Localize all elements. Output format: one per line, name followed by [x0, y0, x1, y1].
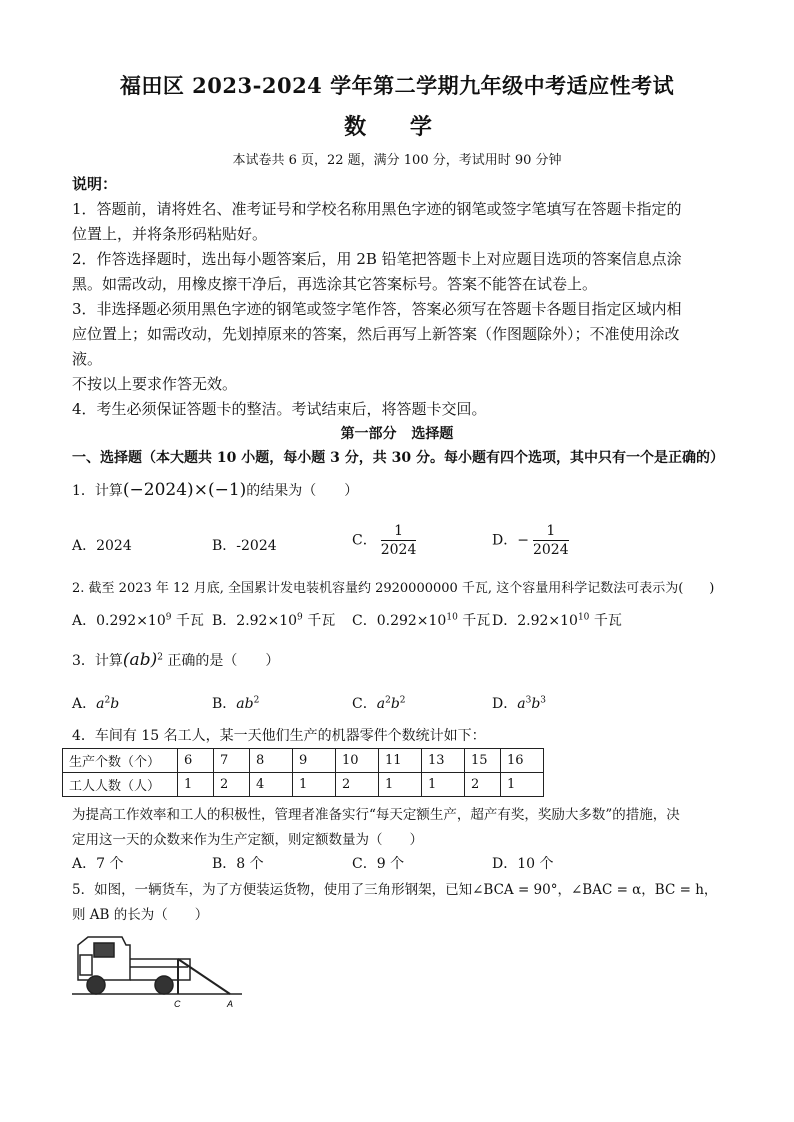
q1-option-b: B．-2024 — [212, 538, 277, 554]
instruction-3-line-3: 液。 — [72, 350, 103, 368]
q3-option-a: A．$a^2b$ — [72, 695, 120, 712]
instructions — [72, 172, 724, 422]
q1-expression: (−2024)×(−1) — [122, 480, 247, 500]
instruction-note: 不按以上要求作答无效。 — [72, 375, 238, 393]
table-cell: 13 — [422, 749, 465, 773]
instruction-4: 4．考生必须保证答题卡的整洁。考试结束后，将答题卡交回。 — [72, 400, 487, 418]
table-cell: 1 — [293, 773, 336, 797]
part-1-title: 第一部分 选择题 — [340, 426, 454, 442]
exam-info: 本试卷共 6 页，22 题，满分 100 分，考试用时 90 分钟 — [232, 153, 562, 168]
question-2-stem: 2. 截至 2023 年 12 月底, 全国累计发电装机容量约 2920000000 千瓦, 这个容量用科学记数法可表示为( ) — [72, 581, 715, 596]
table-row-header: 工人人数（人） — [63, 773, 178, 797]
instruction-1-line-2: 位置上，并将条形码粘贴好。 — [72, 225, 268, 243]
q5-text-line-1: 5．如图，一辆货车，为了方便装运货物，使用了三角形钢架，已知∠BCA = 90°，∠BAC = α，BC = h， — [72, 882, 718, 898]
table-cell: 6 — [178, 749, 214, 773]
q2-option-b: B．$2.92\times 10^9$ 千瓦 — [212, 612, 336, 629]
table-cell: 2 — [465, 773, 501, 797]
instruction-3-line-2: 应位置上；如需改动，先划掉原来的答案，然后再写上新答案（作图题除外）；不准使用涂改 — [72, 325, 680, 343]
q4-option-b: B．8 个 — [212, 856, 264, 872]
question-1-stem: 1．计算(−2024)×(−1)的结果为（ ） — [72, 480, 359, 500]
frame-ramp-ab — [178, 959, 230, 994]
truck-door — [80, 955, 92, 975]
exam-title: 福田区 2023-2024 学年第二学期九年级中考适应性考试 — [119, 73, 675, 98]
table-cell: 1 — [501, 773, 544, 797]
q4-option-d: D．10 个 — [492, 856, 554, 872]
instruction-3-line-1: 3．非选择题必须用黑色字迹的钢笔或签字笔作答，答案必须写在答题卡各题目指定区域内相 — [72, 300, 682, 318]
truck-window — [94, 943, 114, 957]
q3-option-b: B．$ab^2$ — [212, 695, 260, 712]
instruction-2-line-1: 2．作答选择题时，选出每小题答案后，用 2B 铅笔把答题卡上对应题目选项的答案信息点涂 — [72, 250, 682, 268]
q1-option-d: D．− $\frac{1}{2024}$ — [492, 523, 569, 558]
table-cell: 11 — [379, 749, 422, 773]
question-3-stem: 3．计算(ab)$^2$ 正确的是（ ） — [72, 650, 280, 670]
truck-rear-wheel — [155, 976, 173, 994]
table-cell: 7 — [214, 749, 250, 773]
table-cell: 4 — [250, 773, 293, 797]
table-cell: 2 — [214, 773, 250, 797]
table-row-header: 生产个数（个） — [63, 749, 178, 773]
q2-option-c: C．$0.292\times 10^{10}$ 千瓦 — [352, 612, 491, 629]
table-cell: 16 — [501, 749, 544, 773]
instructions-heading: 说明： — [72, 175, 118, 193]
subject-title: 数 学 — [344, 114, 450, 140]
table-cell: 1 — [422, 773, 465, 797]
q1-option-a: A．2024 — [72, 538, 132, 554]
q4-text-line-1: 为提高工作效率和工人的积极性，管理者准备实行“每天定额生产，超产有奖，奖励大多数”的措施，决 — [72, 807, 680, 823]
q2-option-d: D．$2.92\times 10^{10}$ 千瓦 — [492, 612, 622, 629]
table-cell: 2 — [336, 773, 379, 797]
q2-option-a: A．$0.292\times 10^9$ 千瓦 — [72, 612, 204, 629]
question-4-stem: 4．车间有 15 名工人，某一天他们生产的机器零件个数统计如下： — [72, 728, 486, 744]
table-cell: 10 — [336, 749, 379, 773]
table-row — [63, 749, 544, 773]
q4-option-c: C．9 个 — [352, 856, 405, 872]
table-row — [63, 773, 544, 797]
table-cell: 8 — [250, 749, 293, 773]
table-cell: 1 — [178, 773, 214, 797]
label-c: C — [174, 999, 181, 1009]
table-cell: 9 — [293, 749, 336, 773]
table-cell: 1 — [379, 773, 422, 797]
q3-option-c: C．$a^2b^2$ — [352, 695, 406, 712]
truck-triangle-figure — [70, 925, 245, 1015]
q4-text-line-2: 定用这一天的众数来作为生产定额，则定额数量为（ ） — [72, 832, 423, 848]
instruction-2-line-2: 黑。如需改动，用橡皮擦干净后，再选涂其它答案标号。答案不能答在试卷上。 — [72, 275, 598, 293]
q3-option-d: D．$a^3b^3$ — [492, 695, 547, 712]
q1-option-c: C． $\frac{1}{2024}$ — [352, 523, 417, 558]
mc-section-heading: 一、选择题（本大题共 10 小题，每小题 3 分，共 30 分。每小题有四个选项，其中只有一个是正确的） — [72, 450, 724, 466]
truck-front-wheel — [87, 976, 105, 994]
table-cell: 15 — [465, 749, 501, 773]
label-a: A — [227, 999, 234, 1009]
q4-data-table — [62, 748, 544, 797]
q5-text-line-2: 则 AB 的长为（ ） — [72, 907, 209, 923]
instruction-1-line-1: 1．答题前，请将姓名、准考证号和学校名称用黑色字迹的钢笔或签字笔填写在答题卡指定的 — [72, 200, 682, 218]
q4-option-a: A．7 个 — [72, 856, 124, 872]
